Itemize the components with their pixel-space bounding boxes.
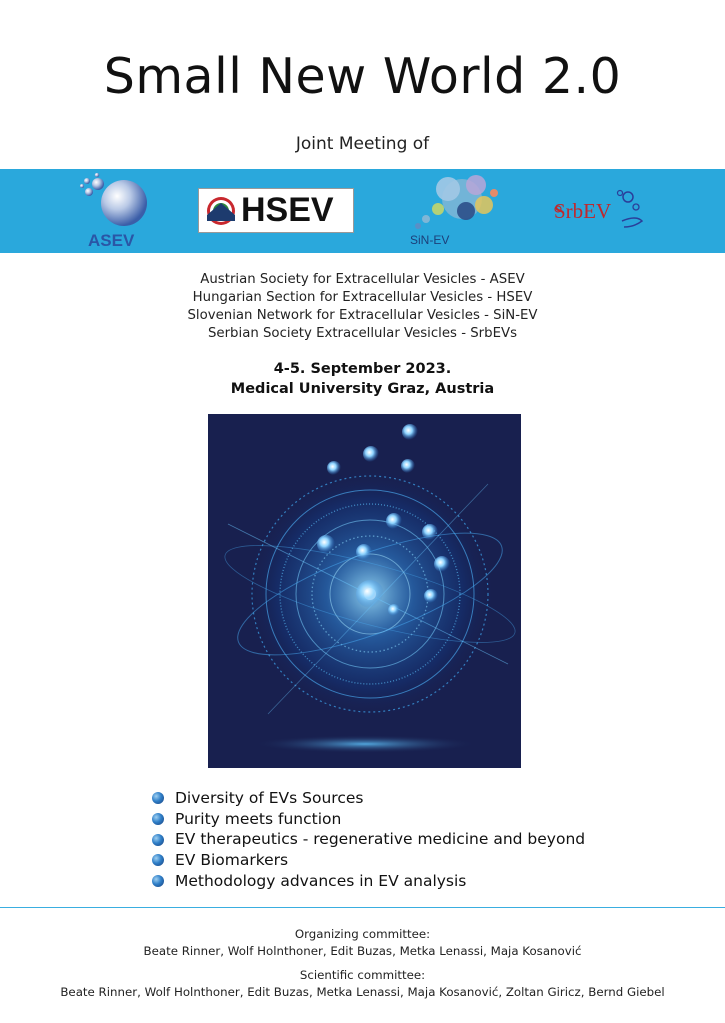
- organizing-committee-heading: Organizing committee:: [294, 927, 431, 941]
- list-item: [152, 809, 585, 830]
- bullet-sphere-icon: [152, 813, 164, 825]
- sinev-bubbles-icon: [404, 171, 504, 233]
- society-list: [0, 271, 725, 343]
- divider: [0, 907, 725, 908]
- organizing-committee-members: Beate Rinner, Wolf Holnthoner, Edit Buzas, Metka Lenassi, Maja Kosanović: [143, 944, 582, 958]
- hsev-logo: [198, 188, 354, 233]
- sinev-logo: [404, 171, 504, 251]
- topic-label: EV Biomarkers: [175, 851, 289, 870]
- topic-label: EV therapeutics - regenerative medicine and beyond: [175, 830, 586, 849]
- vesicle-sphere-image: [208, 414, 521, 768]
- organizing-committee: [0, 926, 725, 960]
- event-date: 4-5. September 2023.: [273, 361, 452, 377]
- asev-logo-text: ASEV: [88, 231, 135, 250]
- list-item: [152, 829, 585, 850]
- topic-label: Diversity of EVs Sources: [175, 789, 364, 807]
- hsev-emblem-icon: [201, 189, 241, 232]
- asev-logo: [78, 173, 158, 249]
- srbev-logo: [548, 187, 648, 237]
- event-venue: Medical University Graz, Austria: [230, 381, 495, 397]
- vesicle-illustration: [208, 414, 521, 768]
- list-item: [152, 788, 585, 809]
- scientific-committee-heading: Scientific committee:: [299, 968, 426, 982]
- society-line: Serbian Society Extracellular Vesicles - SrbEVs: [207, 326, 518, 341]
- bullet-sphere-icon: [152, 792, 164, 804]
- society-line: Hungarian Section for Extracellular Vesicles - HSEV: [192, 290, 533, 305]
- list-item: [152, 871, 585, 892]
- srbev-logo-text: SrbEV: [554, 199, 612, 223]
- sinev-logo-text: SiN-EV: [410, 233, 450, 247]
- topics-list: [152, 788, 585, 891]
- topic-label: Purity meets function: [175, 809, 342, 828]
- bullet-sphere-icon: [152, 854, 164, 866]
- society-line: Slovenian Network for Extracellular Vesicles - SiN-EV: [187, 308, 538, 323]
- hsev-logo-text: HSEV: [241, 191, 334, 229]
- bullet-sphere-icon: [152, 875, 164, 887]
- society-line: Austrian Society for Extracellular Vesicles - ASEV: [200, 272, 525, 287]
- topic-label: Methodology advances in EV analysis: [175, 871, 467, 890]
- joint-meeting-subtitle: Joint Meeting of: [295, 134, 430, 154]
- list-item: [152, 850, 585, 871]
- logo-band: [0, 169, 725, 253]
- asev-bubbles-icon: [78, 173, 158, 233]
- bullet-sphere-icon: [152, 834, 164, 846]
- scientific-committee: [0, 967, 725, 1001]
- page-title: Small New World 2.0: [103, 48, 622, 105]
- event-details: [0, 359, 725, 399]
- scientific-committee-members: Beate Rinner, Wolf Holnthoner, Edit Buzas, Metka Lenassi, Maja Kosanović, Zoltan Giricz, Bernd Giebel: [60, 985, 665, 999]
